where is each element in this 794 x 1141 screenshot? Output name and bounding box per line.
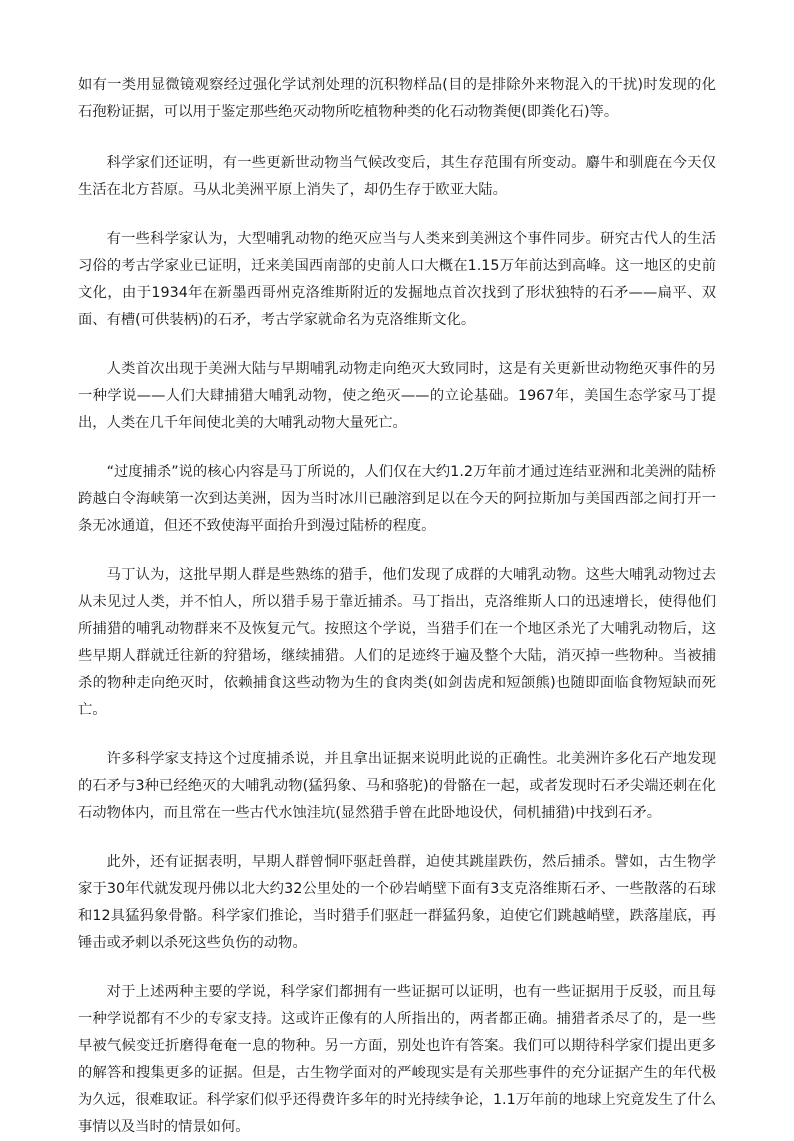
paragraph-overkill-core: “过度捕杀”说的核心内容是马丁所说的，人们仅在大约1.2万年前才通过连结亚洲和北美洲的陆桥跨越白令海峡第一次到达美洲，因为当时冰川已融溶到足以在今天的阿拉斯加与美国西部之间打开一条无冰通道，但还不致使海平面抬升到漫过陆桥的程度。 bbox=[78, 464, 717, 534]
paragraph-climate-range: 科学家们还证明，有一些更新世动物当气候改变后，其生存范围有所变动。麝牛和驯鹿在今天仅生活在北方苔原。马从北美洲平原上消失了，却仍生存于欧亚大陆。 bbox=[78, 155, 716, 198]
paragraph-martin-hunters: 马丁认为，这批早期人群是些熟练的猎手，他们发现了成群的大哺乳动物。这些大哺乳动物过去从未见过人类，并不怕人，所以猎手易于靠近捕杀。马丁指出，克洛维斯人口的迅速增长，使得他们所捕猎的哺乳动物群来不及恢复元气。按照这个学说，当猎手们在一个地区杀光了大哺乳动物后，这些早期人群就迁往新的狩猎场，继续捕猎。人们的足迹终于遍及整个大陆，消灭掉一些物种。当被捕杀的物种走向绝灭时，依赖捕食这些动物为生的食肉类(如剑齿虎和短颌熊)也随即面临食物短缺而死亡。 bbox=[78, 567, 716, 718]
paragraph-supporting-evidence: 许多科学家支持这个过度捕杀说，并且拿出证据来说明此说的正确性。北美洲许多化石产地发现的石矛与3种已经绝灭的大哺乳动物(猛犸象、马和骆驼)的骨骼在一起，或者发现时石矛尖端还刺在化石动物体内，而且常在一些古代水蚀洼坑(显然猎手曾在此卧地设伏，伺机捕猎)中找到石矛。 bbox=[78, 751, 716, 821]
paragraph-clovis-culture: 有一些科学家认为，大型哺乳动物的绝灭应当与人类来到美洲这个事件同步。研究古代人的生活习俗的考古学家业已证明，迁来美国西南部的史前人口大概在1.15万年前达到高峰。这一地区的史前文化，由于1934年在新墨西哥州克洛维斯附近的发掘地点首次找到了形状独特的石矛——扁平、双面、有槽(可供装柄)的石矛，考古学家就命名为克洛维斯文化。 bbox=[78, 231, 716, 328]
paragraph-fossil-pollen: 如有一类用显微镜观察经过强化学试剂处理的沉积物样品(目的是排除外来物混入的干扰)时发现的化石孢粉证据，可以用于鉴定那些绝灭动物所吃植物种类的化石动物粪便(即粪化石)等。 bbox=[78, 77, 716, 120]
paragraph-hunting-theory: 人类首次出现于美洲大陆与早期哺乳动物走向绝灭大致同时，这是有关更新世动物绝灭事件的另一种学说——人们大肆捕猎大哺乳动物，使之绝灭——的立论基础。1967年，美国生态学家马丁提出，人类在几千年间使北美的大哺乳动物大量死亡。 bbox=[78, 361, 716, 431]
paragraph-conclusion: 对于上述两种主要的学说，科学家们都拥有一些证据可以证明，也有一些证据用于反驳，而且每一种学说都有不少的专家支持。这或许正像有的人所指出的，两者都正确。捕猎者杀尽了的，是一些早被气候变迁折磨得奄奄一息的物种。另一方面，别处也许有答案。我们可以期待科学家们提出更多的解答和搜集更多的证据。但是，古生物学面对的严峻现实是有关那些事件的充分证据产生的年代极为久远，很难取证。科学家们似乎还得费许多年的时光持续争论，1.1万年前的地球上究竟发生了什么事情以及当时的情景如何。 bbox=[78, 984, 716, 1135]
paragraph-cliff-evidence: 此外，还有证据表明，早期人群曾恫吓驱赶兽群，迫使其跳崖跌伤，然后捕杀。譬如，古生物学家于30年代就发现丹佛以北大约32公里处的一个砂岩峭壁下面有3支克洛维斯石矛、一些散落的石球和12具猛犸象骨骼。科学家们推论，当时猎手们驱赶一群猛犸象，迫使它们跳越峭壁，跌落崖底，再锤击或矛刺以杀死这些负伤的动物。 bbox=[78, 854, 716, 951]
